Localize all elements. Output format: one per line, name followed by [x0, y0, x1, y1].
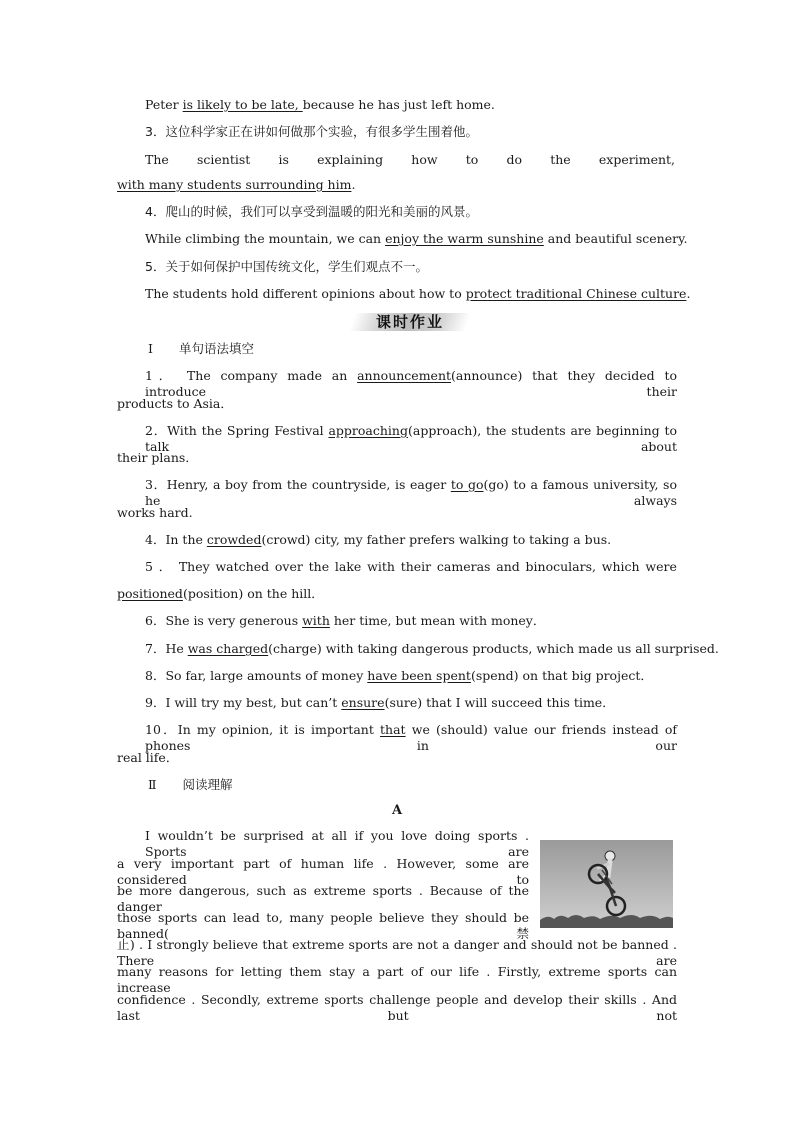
exercise-item-3-cont: works hard.: [117, 505, 193, 520]
exercise-item-8: 8．So far, large amounts of money have been spent(spend) on that big project．: [145, 668, 653, 683]
exercise-item-5: 5 ． They watched over the lake with their cameras and binoculars, which were: [145, 559, 677, 574]
question-3-en-line1: The scientist is explaining how to do the experiment,: [145, 152, 676, 167]
question-5-en: The students hold different opinions about how to protect traditional Chinese culture.: [145, 286, 691, 301]
answer-blank: with: [302, 613, 330, 628]
exercise-item-2: 2．With the Spring Festival approaching(approach), the students are beginning to talk about: [145, 423, 677, 454]
banner-title: 课时作业: [375, 313, 444, 331]
question-3-cn: 3．这位科学家正在讲如何做那个实验，有很多学生围着他。: [145, 124, 478, 139]
question-5-cn: 5．关于如何保护中国传统文化，学生们观点不一。: [145, 259, 428, 274]
question-3-en-line2: with many students surrounding him.: [117, 177, 356, 192]
answer-blank: positioned: [117, 586, 183, 601]
exercise-item-4: 4．In the crowded(crowd) city, my father prefers walking to taking a bus.: [145, 532, 612, 547]
exercise-item-10-cont: real life．: [117, 750, 179, 765]
answer-blank: with many students surrounding him: [117, 177, 352, 192]
exercise-item-1-cont: products to Asia．: [117, 396, 233, 411]
section-numeral: Ⅰ: [148, 341, 153, 356]
section-2-heading: [148, 777, 233, 793]
exercise-item-5-cont: positioned(position) on the hill．: [117, 586, 324, 601]
answer-blank: enjoy the warm sunshine: [385, 231, 544, 246]
bmx-rider-photo: [540, 840, 673, 928]
homework-banner: [352, 310, 468, 332]
answer-blank: ensure: [341, 695, 385, 710]
answer-blank: to go: [450, 477, 484, 492]
exercise-item-7: 7．He was charged(charge) with taking dangerous products, which made us all surprised.: [145, 641, 719, 656]
answer-blank: crowded: [206, 532, 262, 547]
exercise-item-10: 10．In my opinion, it is important that we (should) value our friends instead of phones in our: [145, 722, 678, 753]
passage-line: many reasons for letting them stay a part of our life . Firstly, extreme sports can increase: [117, 964, 677, 995]
answer-blank: approaching: [328, 423, 408, 438]
passage-line: I wouldn’t be surprised at all if you love doing sports . Sports are: [145, 828, 529, 859]
answer-line-peter: [145, 97, 495, 113]
passage-line: be more dangerous, such as extreme sports . Because of the danger: [117, 883, 529, 914]
answer-blank: is likely to be late,: [182, 97, 303, 112]
section-title: 阅读理解: [182, 777, 233, 792]
passage-line: confidence . Secondly, extreme sports challenge people and develop their skills . And last but not: [117, 992, 677, 1023]
answer-blank: protect traditional Chinese culture: [465, 286, 687, 301]
exercise-item-1: 1． The company made an announcement(announce) that they decided to introduce their: [145, 368, 678, 399]
answer-blank: that: [380, 722, 406, 737]
exercise-item-9: 9．I will try my best, but can’t ensure(sure) that I will succeed this time．: [145, 695, 615, 710]
question-4-en: While climbing the mountain, we can enjoy the warm sunshine and beautiful scenery.: [145, 231, 688, 246]
exercise-item-6: 6．She is very generous with her time, but mean with money．: [145, 613, 546, 628]
exercise-item-2-cont: their plans．: [117, 450, 198, 465]
passage-line: those sports can lead to, many people believe they should be banned( 禁: [117, 910, 529, 941]
exercise-item-3: 3．Henry, a boy from the countryside, is eager to go(go) to a famous university, so he always: [145, 477, 677, 508]
answer-text: Peter: [145, 97, 183, 112]
answer-blank: have been spent: [367, 668, 471, 683]
section-title: 单句语法填空: [178, 341, 254, 356]
question-4-cn: 4．爬山的时候，我们可以享受到温暖的阳光和美丽的风景。: [145, 204, 478, 219]
answer-blank: announcement: [357, 368, 452, 383]
section-numeral: Ⅱ: [148, 777, 157, 792]
answer-text: because he has just left home.: [302, 97, 495, 112]
answer-blank: was charged: [187, 641, 269, 656]
passage-line: a very important part of human life . However, some are considered to: [117, 856, 529, 887]
section-1-heading: [148, 341, 254, 357]
passage-line: 止) . I strongly believe that extreme sports are not a danger and should not be banned . There are: [117, 937, 677, 968]
passage-label: A: [391, 803, 403, 818]
